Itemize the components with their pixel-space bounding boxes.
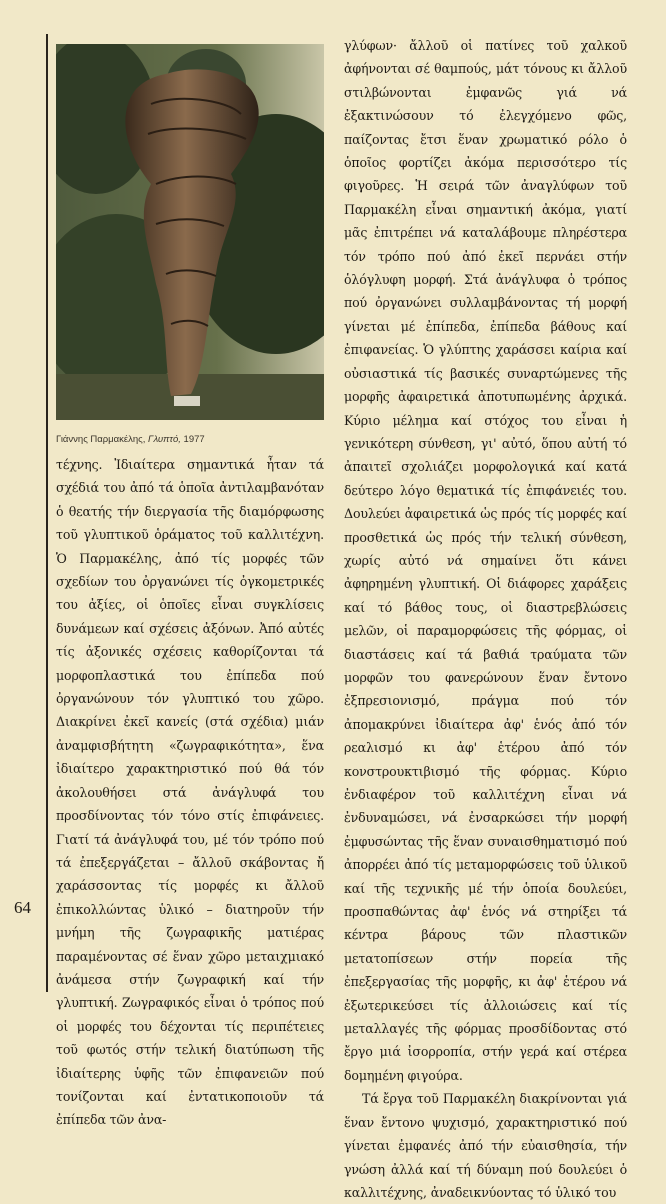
caption-year: 1977 <box>183 434 205 445</box>
right-paragraph-1: γλύφων· ἄλλοῦ οἱ πατίνες τοῦ χαλκοῦ ἀφήνονται σέ θαμπούς, μάτ τόνους κι ἄλλοῦ στιλβώνονται ἐμφανῶς γιά νά ἐξακτινώσουν τό ἐλεγχόμενο φῶς, παίζοντας ἔτσι ἕναν χρωματικό ρόλο ὁ ὁποῖος φορτίζει ἀκόμα περισσότερο τίς φιγοῦρες. Ἡ σειρά τῶν ἀναγλύφων τοῦ Παρμακέλη εἶναι σημαντική ἀκόμα, γιατί μᾶς ἐπιτρέπει νά καταλάβουμε πληρέστερα τόν τρόπο πού ἀπό ἐκεῖ περνάει στήν ὁλόγλυφη μορφή. Στά ἀνάγλυφα ὁ τρόπος πού ὀργανώνει συλλαμβάνοντας τή μορφή γίνεται μέ ἐπίπεδα, ἐπίπεδα βάθους καί ἐπιφανείας. Ὁ γλύπτης χαράσσει καίρια καί οὐσιαστικά τίς βασικές συναρτώμενες τῆς μορφῆς ἀφαιρετικά ἀποτυπωμένης ἀρχικά. Κύριο μέλημα καί στόχος του εἶναι ἡ γενικότερη σύνθεση, γι' αὐτό, ὅπου αὐτή τό ἀπαιτεῖ σχολιάζει μορφολογικά καί κατά δεύτερο λόγο θεματικά τίς ἐπιφάνειές του. Δουλεύει ἀφαιρετικά ὡς πρός τίς μορφές καί προσθετικά ὡς πρός τήν τελική σύνθεση, χωρίς αὐτό νά σημαίνει ὅτι κάνει ἀφηρημένη γλυπτική. Οἱ διάφορες χαράξεις καί τό βάθος τους, οἱ διαστρεβλώσεις μελῶν, οἱ παραμορφώσεις τῆς φόρμας, οἱ διαστάσεις καί τά βαθιά τραύματα τῶν μορφῶν του φανερώνουν ἕναν ἔντονο ἐξπρεσιονισμό, πράγμα πού τόν ἀπομακρύνει ἰδιαίτερα ἀφ' ἑνός ἀπό τόν ρεαλισμό κι ἀφ' ἑτέρου ἀπό τόν κονστρουκτιβισμό τῆς φόρμας. Κύριο ἐνδιαφέρον τοῦ καλλιτέχνη εἶναι νά ἐνδυναμώσει, νά ἐνσαρκώσει τήν μορφή ἐμφυσώντας τῆς ἕναν συναισθηματισμό πού ἀπορρέει ἀπό τίς μεταμορφώσεις τοῦ ὑλικοῦ καί τῆς τεχνικῆς μέ τήν ὁποία δουλεύει, προσπαθώντας ἀφ' ἑνός νά στηρίξει τά κέντρα βάρους τῶν πλαστικῶν μετατοπίσεων στήν πορεία τῆς ἐπεξεργασίας τῆς μορφῆς, κι ἀφ' ἑτέρου νά ἐξωτερικεύσει τίς ἀλλοιώσεις καί τίς μεταλλαγές τῆς φόρμας προσδίδοντας στό ἔργο μιά ἰσορροπία, στήν γερά καί στέρεα δομημένη φιγούρα. <box>344 38 627 1083</box>
caption-title: Γλυπτό, <box>148 434 181 445</box>
caption-artist: Γιάννης Παρμακέλης, <box>56 434 146 445</box>
right-paragraph-2: Τά ἔργα τοῦ Παρμακέλη διακρίνονται γιά ἕναν ἔντονο ψυχισμό, χαρακτηριστικό πού γίνεται ἐμφανές ἀπό τήν εὐαισθησία, τήν γνώση ἀλλά καί τή δύναμη πού δουλεύει ὁ καλλιτέχνης, ἀναδεικνύοντας τό ὑλικό του <box>344 1091 627 1200</box>
page-number: 64 <box>14 898 31 917</box>
figure-caption <box>56 434 324 445</box>
left-column <box>56 453 324 1132</box>
column-rule <box>46 34 48 992</box>
left-paragraph: τέχνης. Ἰδιαίτερα σημαντικά ἦταν τά σχέδιά του ἀπό τά ὁποῖα ἀντιλαμβανόταν ὁ θεατής τήν διεργασία τῆς διαμόρφωσης τοῦ γλυπτικοῦ ὁράματος τοῦ καλλιτέχνη. Ὁ Παρμακέλης, ἀπό τίς μορφές τῶν σχεδίων του ὀργανώνει τίς ὀγκομετρικές του ἀξίες, οἱ ὁποῖες εἶναι συγκλίσεις δυνάμεων καί σχέσεις ἀξόνων. Ἀπό αὐτές τίς ἀξονικές σχέσεις καθορίζονται τά μορφοπλαστικά του ἐπίπεδα πού ὀργανώνουν τόν γλυπτικό του χῶρο. Διακρίνει ἐκεῖ κανείς (στά σχέδια) μιάν ἀναμφισβήτητη «ζωγραφικότητα», ἕνα ἰδιαίτερο χαρακτηριστικό πού θά τόν ἀκολουθήσει στά ἀνάγλυφά του προσδίνοντας τόν τόνο στίς ἐπιφάνειες. Γιατί τά ἀνάγλυφά του, μέ τόν τρόπο πού τά ἐπεξεργάζεται – ἄλλοῦ σκάβοντας ἤ χαράσσοντας τίς μορφές κι ἄλλοῦ ἐπικολλώντας ὑλικό – διατηροῦν τήν μνήμη τῆς ζωγραφικῆς ματιέρας παραμένοντας σέ ἕναν χῶρο μεταιχμιακό ἀνάμεσα στήν ζωγραφική καί τήν γλυπτική. Ζωγραφικός εἶναι ὁ τρόπος πού οἱ μορφές του δέχονται τίς περιπέτειες τοῦ φωτός στήν τελική διατύπωση τῆς ἰδιαίτερης ὑφῆς τῶν ἐπιφανειῶν πού τονίζονται καί ἐντατικοποιοῦν τά ἐπίπεδα τῶν ἀνα- <box>56 457 324 1128</box>
sculpture-photo <box>56 44 324 420</box>
right-column <box>344 34 627 1204</box>
